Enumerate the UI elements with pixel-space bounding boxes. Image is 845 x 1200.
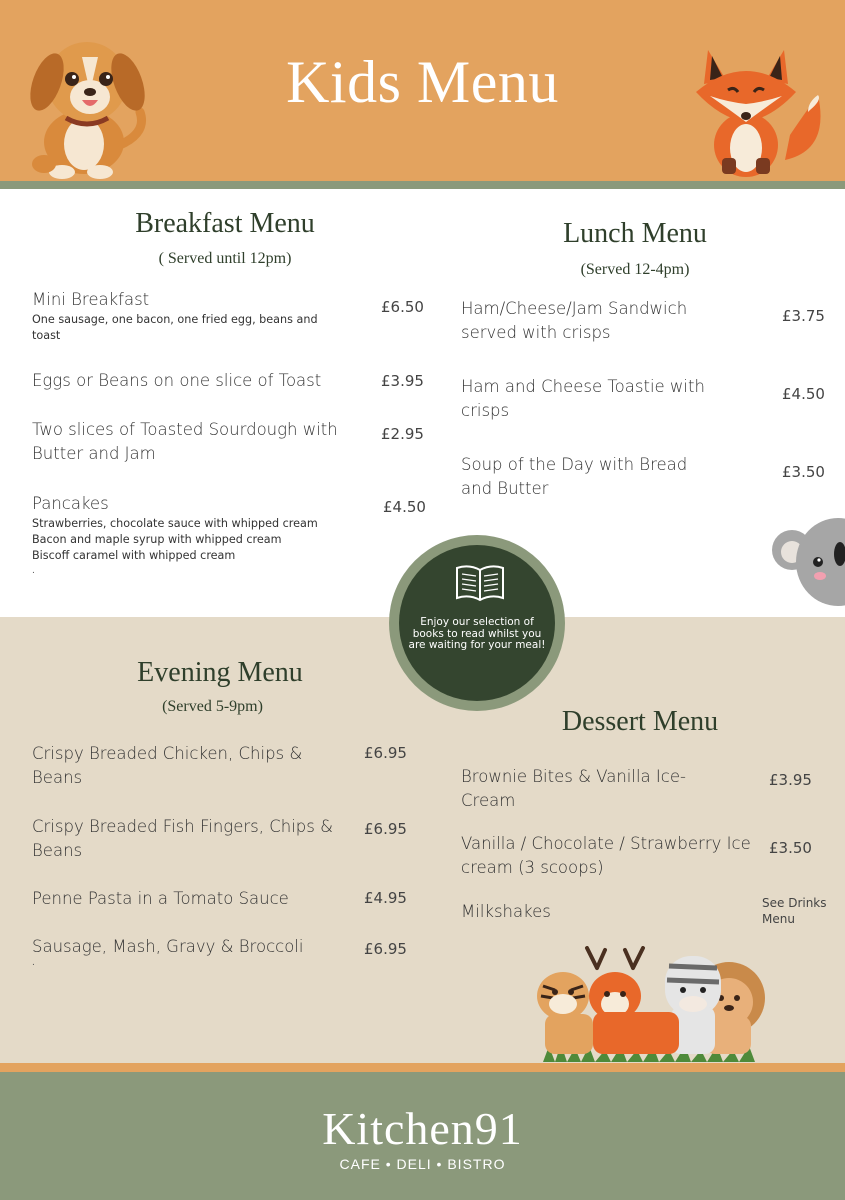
breakfast-item-price: £2.95 (381, 425, 424, 443)
open-book-icon (455, 562, 505, 602)
dessert-item-name: Milkshakes (461, 902, 551, 921)
breakfast-item-name: Two slices of Toasted Sourdough with Butter and Jam (32, 420, 338, 463)
evening-subtitle: (Served 5-9pm) (162, 698, 263, 715)
books-message: Enjoy our selection of books to read whilst you are waiting for your meal! (408, 616, 546, 651)
dessert-item-price: See Drinks Menu (762, 896, 827, 926)
evening-item-name: Penne Pasta in a Tomato Sauce (32, 889, 289, 908)
breakfast-item-desc: toast (32, 329, 61, 342)
footer-divider (0, 1063, 845, 1072)
evening-item-price: £4.95 (364, 889, 407, 907)
dessert-item-price: £3.50 (769, 839, 812, 857)
lunch-title: Lunch Menu (563, 218, 707, 249)
breakfast-item-name: Eggs or Beans on one slice of Toast (32, 371, 322, 390)
page-title: Kids Menu (286, 49, 559, 115)
evening-item-name: Sausage, Mash, Gravy & Broccoli (32, 937, 304, 956)
breakfast-item-desc: Bacon and maple syrup with whipped cream (32, 533, 282, 546)
evening-item-price: £6.95 (364, 940, 407, 958)
lunch-item-price: £3.75 (782, 307, 825, 325)
breakfast-title: Breakfast Menu (135, 208, 315, 239)
evening-item-name: Crispy Breaded Fish Fingers, Chips & Beans (32, 817, 333, 860)
evening-title: Evening Menu (137, 657, 303, 688)
evening-item-price: £6.95 (364, 744, 407, 762)
breakfast-item-price: £6.50 (381, 298, 424, 316)
lunch-item-price: £3.50 (782, 463, 825, 481)
evening-item-name: Crispy Breaded Chicken, Chips & Beans (32, 744, 303, 787)
breakfast-item-price: £4.50 (383, 498, 426, 516)
breakfast-item-name: Mini Breakfast (32, 290, 150, 309)
lunch-item-name: Soup of the Day with Bread and Butter (461, 455, 688, 498)
breakfast-item-desc: Biscoff caramel with whipped cream (32, 549, 236, 562)
breakfast-item-desc: Strawberries, chocolate sauce with whipped cream (32, 517, 318, 530)
decorative-dot: . (32, 958, 35, 968)
lunch-item-price: £4.50 (782, 385, 825, 403)
animal-group-illustration (535, 946, 770, 1064)
breakfast-item-desc: One sausage, one bacon, one fried egg, beans and (32, 313, 318, 326)
breakfast-subtitle: ( Served until 12pm) (158, 250, 292, 267)
puppy-illustration (22, 32, 157, 180)
decorative-dot: . (32, 566, 35, 576)
header-divider (0, 181, 845, 189)
dessert-title: Dessert Menu (561, 706, 719, 737)
dessert-item-name: Vanilla / Chocolate / Strawberry Ice cream (3 scoops) (461, 834, 751, 877)
dessert-item-price: £3.95 (769, 771, 812, 789)
fox-illustration (690, 40, 830, 180)
lunch-item-name: Ham/Cheese/Jam Sandwich served with crisps (461, 299, 688, 342)
breakfast-item-name: Pancakes (32, 494, 109, 513)
lunch-subtitle: (Served 12-4pm) (580, 261, 690, 278)
brand-logo: Kitchen91 (322, 1103, 523, 1154)
brand-tagline: CAFE • DELI • BISTRO (339, 1156, 506, 1172)
lunch-item-name: Ham and Cheese Toastie with crisps (461, 377, 705, 420)
dessert-item-name: Brownie Bites & Vanilla Ice-Cream (461, 767, 686, 810)
evening-item-price: £6.95 (364, 820, 407, 838)
breakfast-item-price: £3.95 (381, 372, 424, 390)
koala-illustration (768, 508, 845, 616)
